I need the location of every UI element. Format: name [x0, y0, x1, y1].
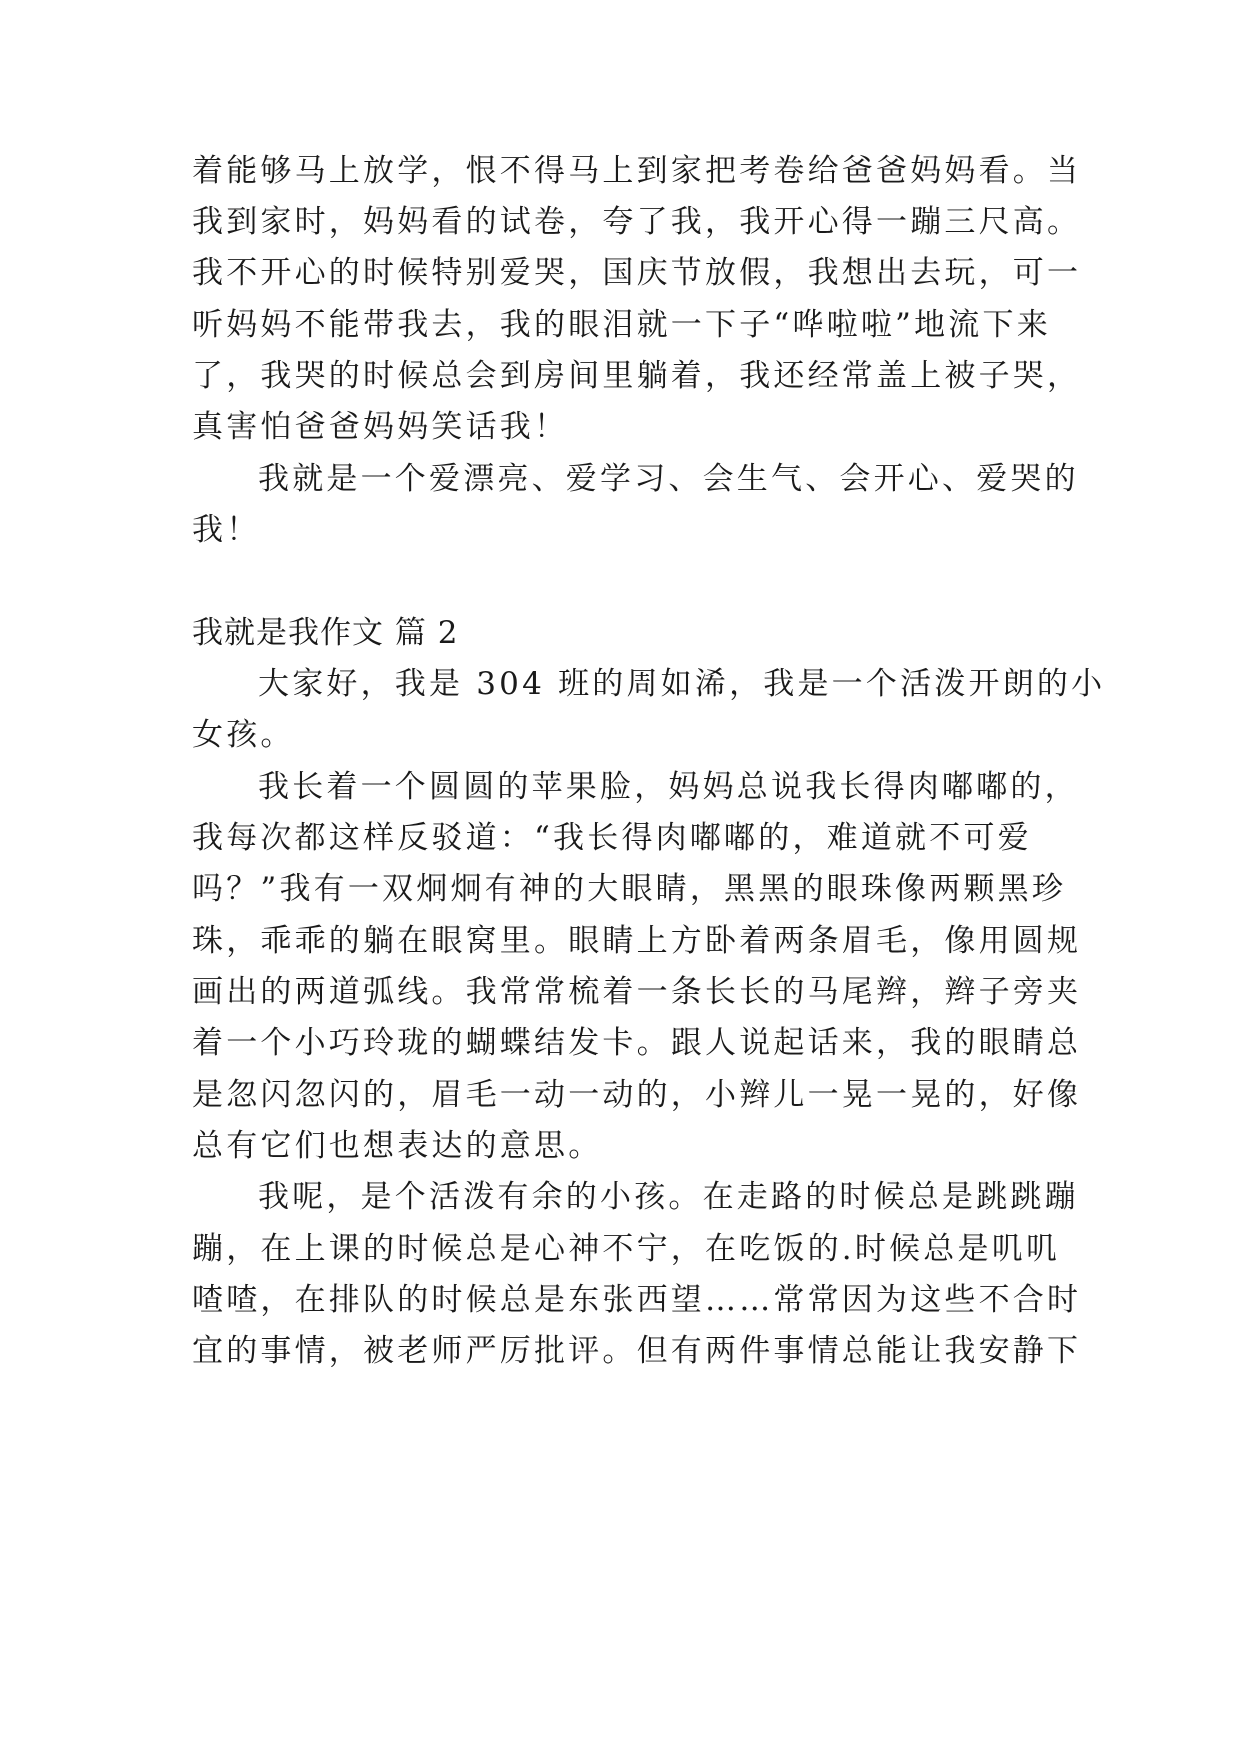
text-line: 着一个小巧玲珑的蝴蝶结发卡。跟人说起话来，我的眼睛总 — [192, 1025, 1082, 1061]
paragraph-start-line: 我就是一个爱漂亮、爱学习、会生气、会开心、爱哭的 — [258, 461, 1079, 497]
text-line: 总有它们也想表达的意思。 — [192, 1128, 603, 1164]
paragraph-start-line: 我长着一个圆圆的苹果脸，妈妈总说我长得肉嘟嘟的， — [258, 769, 1079, 805]
text-line: 了，我哭的时候总会到房间里躺着，我还经常盖上被子哭， — [192, 358, 1082, 394]
text-line: 听妈妈不能带我去，我的眼泪就一下子“哗啦啦”地流下来 — [192, 307, 1051, 343]
text-line: 我！ — [192, 512, 261, 548]
text-line: 女孩。 — [192, 717, 295, 753]
text-line: 喳喳，在排队的时候总是东张西望……常常因为这些不合时 — [192, 1282, 1082, 1318]
text-line: 我每次都这样反驳道：“我长得肉嘟嘟的，难道就不可爱 — [192, 820, 1032, 856]
text-line: 画出的两道弧线。我常常梳着一条长长的马尾辫，辫子旁夹 — [192, 974, 1082, 1010]
text-line: 真害怕爸爸妈妈笑话我！ — [192, 409, 569, 445]
paragraph-start-line: 大家好，我是 304 班的周如浠，我是一个活泼开朗的小 — [258, 666, 1106, 702]
text-line: 着能够马上放学，恨不得马上到家把考卷给爸爸妈妈看。当 — [192, 153, 1082, 189]
text-line: 我不开心的时候特别爱哭，国庆节放假，我想出去玩，可一 — [192, 255, 1082, 291]
text-line: 我到家时，妈妈看的试卷，夸了我，我开心得一蹦三尺高。 — [192, 204, 1082, 240]
text-line: 是忽闪忽闪的，眉毛一动一动的，小辫儿一晃一晃的，好像 — [192, 1077, 1082, 1113]
paragraph-start-line: 我呢，是个活泼有余的小孩。在走路的时候总是跳跳蹦 — [258, 1179, 1079, 1215]
text-line: 宜的事情，被老师严厉批评。但有两件事情总能让我安静下 — [192, 1333, 1082, 1369]
text-line: 珠，乖乖的躺在眼窝里。眼睛上方卧着两条眉毛，像用圆规 — [192, 923, 1082, 959]
text-line: 吗？”我有一双炯炯有神的大眼睛，黑黑的眼珠像两颗黑珍 — [192, 871, 1067, 907]
section-heading: 我就是我作文 篇 2 — [192, 615, 459, 651]
text-line: 蹦，在上课的时候总是心神不宁，在吃饭的.时候总是叽叽 — [192, 1231, 1061, 1267]
